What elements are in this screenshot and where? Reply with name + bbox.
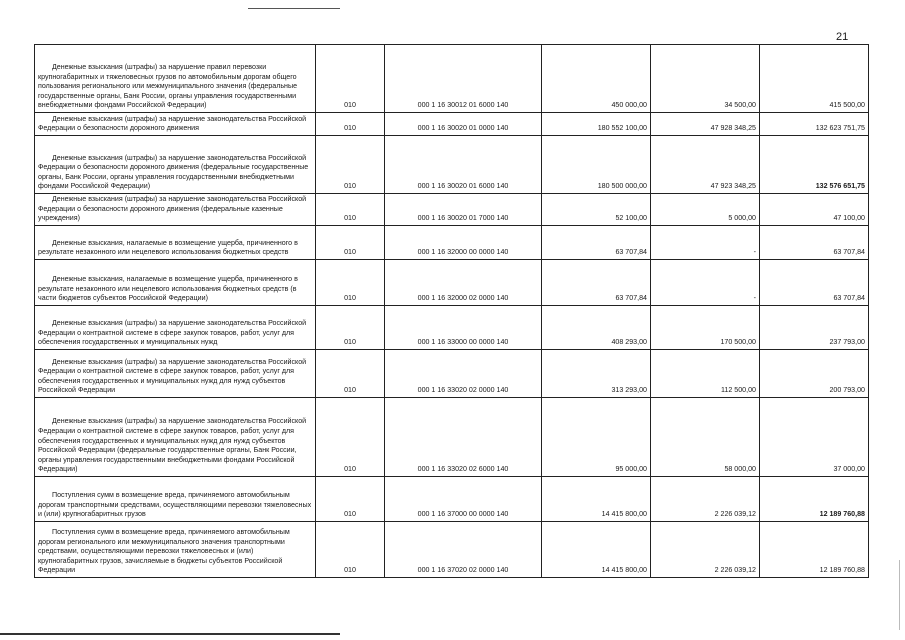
table-row — [35, 350, 869, 398]
row-unexecuted-cell: 63 707,84 — [760, 226, 869, 260]
table-row — [35, 136, 869, 194]
row-code-cell: 010 — [316, 260, 385, 306]
row-executed-cell: 2 226 039,12 — [651, 522, 760, 578]
row-approved-cell: 63 707,84 — [542, 260, 651, 306]
row-executed-cell: 34 500,00 — [651, 45, 760, 113]
row-code-cell: 010 — [316, 226, 385, 260]
report-table-body — [35, 45, 869, 578]
row-executed-cell: 58 000,00 — [651, 398, 760, 477]
row-code-cell: 010 — [316, 113, 385, 136]
row-kbk-cell: 000 1 16 33020 02 0000 140 — [385, 350, 542, 398]
row-approved-cell: 52 100,00 — [542, 194, 651, 226]
table-row — [35, 398, 869, 477]
row-approved-cell: 450 000,00 — [542, 45, 651, 113]
row-name-cell: Денежные взыскания (штрафы) за нарушение законодательства Российской Федерации о контрактной системе в сфере закупок товаров, работ, услуг для обеспечения государственных и муниципальных нужд — [35, 306, 316, 350]
table-row — [35, 260, 869, 306]
scan-artifact-edge-right — [899, 560, 900, 630]
row-code-cell: 010 — [316, 306, 385, 350]
table-row — [35, 522, 869, 578]
row-name-cell: Денежные взыскания (штрафы) за нарушение законодательства Российской Федерации о безопасности дорожного движения (федеральные казенные учреждения) — [35, 194, 316, 226]
row-executed-cell: 112 500,00 — [651, 350, 760, 398]
row-code-cell: 010 — [316, 398, 385, 477]
row-name-cell: Денежные взыскания (штрафы) за нарушение законодательства Российской Федерации о контрактной системе в сфере закупок товаров, работ, услуг для обеспечения государственных и муниципальных нужд для нужд субъектов Российской Федерации — [35, 350, 316, 398]
row-kbk-cell: 000 1 16 30020 01 6000 140 — [385, 136, 542, 194]
row-code-cell: 010 — [316, 522, 385, 578]
table-row — [35, 306, 869, 350]
row-code-cell: 010 — [316, 136, 385, 194]
scan-artifact-line-bottom — [0, 633, 340, 635]
row-name-cell: Денежные взыскания, налагаемые в возмещение ущерба, причиненного в результате незаконного или нецелевого использования бюджетных средств (в части бюджетов субъектов Российской Федерации) — [35, 260, 316, 306]
row-approved-cell: 408 293,00 — [542, 306, 651, 350]
row-kbk-cell: 000 1 16 33000 00 0000 140 — [385, 306, 542, 350]
row-name-cell: Денежные взыскания (штрафы) за нарушение правил перевозки крупногабаритных и тяжеловесных грузов по автомобильным дорогам общего пользования регионального или межмуниципального значения (федеральные государственные органы, Банк России, органы управления государственными внебюджетными фондами Российской Федерации) — [35, 45, 316, 113]
page-number: 21 — [836, 31, 849, 43]
row-kbk-cell: 000 1 16 32000 02 0000 140 — [385, 260, 542, 306]
row-unexecuted-cell: 415 500,00 — [760, 45, 869, 113]
row-name-cell: Денежные взыскания, налагаемые в возмещение ущерба, причиненного в результате незаконного или нецелевого использования бюджетных средств — [35, 226, 316, 260]
row-unexecuted-cell: 200 793,00 — [760, 350, 869, 398]
row-kbk-cell: 000 1 16 33020 02 6000 140 — [385, 398, 542, 477]
table-row — [35, 477, 869, 522]
revenue-report-table — [34, 44, 869, 578]
row-kbk-cell: 000 1 16 32000 00 0000 140 — [385, 226, 542, 260]
row-name-cell: Поступления сумм в возмещение вреда, причиняемого автомобильным дорогам регионального или межмуниципального значения транспортными средствами, осуществляющими перевозки тяжеловесных и (или) крупногабаритных грузов, зачисляемые в бюджеты субъектов Российской Федерации — [35, 522, 316, 578]
row-approved-cell: 14 415 800,00 — [542, 477, 651, 522]
row-approved-cell: 313 293,00 — [542, 350, 651, 398]
row-executed-cell: - — [651, 260, 760, 306]
row-unexecuted-cell: 132 623 751,75 — [760, 113, 869, 136]
row-unexecuted-cell: 37 000,00 — [760, 398, 869, 477]
row-kbk-cell: 000 1 16 30020 01 7000 140 — [385, 194, 542, 226]
row-unexecuted-cell: 237 793,00 — [760, 306, 869, 350]
row-unexecuted-cell: 47 100,00 — [760, 194, 869, 226]
row-approved-cell: 180 552 100,00 — [542, 113, 651, 136]
table-row — [35, 226, 869, 260]
row-unexecuted-cell: 12 189 760,88 — [760, 477, 869, 522]
table-row — [35, 113, 869, 136]
row-name-cell: Поступления сумм в возмещение вреда, причиняемого автомобильным дорогам транспортными средствами, осуществляющими перевозки тяжеловесных и (или) крупногабаритных грузов — [35, 477, 316, 522]
row-unexecuted-cell: 63 707,84 — [760, 260, 869, 306]
row-name-cell: Денежные взыскания (штрафы) за нарушение законодательства Российской Федерации о безопасности дорожного движения — [35, 113, 316, 136]
table-row — [35, 194, 869, 226]
scan-artifact-line-top — [248, 8, 340, 9]
row-kbk-cell: 000 1 16 30012 01 6000 140 — [385, 45, 542, 113]
row-kbk-cell: 000 1 16 30020 01 0000 140 — [385, 113, 542, 136]
row-name-cell: Денежные взыскания (штрафы) за нарушение законодательства Российской Федерации о контрактной системе в сфере закупок товаров, работ, услуг для обеспечения государственных и муниципальных нужд для нужд субъектов Российской Федерации (федеральные государственные органы, Банк России, органы управления государственными внебюджетными фондами Российской Федерации) — [35, 398, 316, 477]
row-unexecuted-cell: 12 189 760,88 — [760, 522, 869, 578]
row-executed-cell: 2 226 039,12 — [651, 477, 760, 522]
row-name-cell: Денежные взыскания (штрафы) за нарушение законодательства Российской Федерации о безопасности дорожного движения (федеральные государственные органы, Банк России, органы управления государственными внебюджетными фондами Российской Федерации) — [35, 136, 316, 194]
row-approved-cell: 95 000,00 — [542, 398, 651, 477]
row-executed-cell: 5 000,00 — [651, 194, 760, 226]
row-code-cell: 010 — [316, 45, 385, 113]
row-kbk-cell: 000 1 16 37000 00 0000 140 — [385, 477, 542, 522]
table-row — [35, 45, 869, 113]
row-unexecuted-cell: 132 576 651,75 — [760, 136, 869, 194]
row-executed-cell: 47 928 348,25 — [651, 113, 760, 136]
row-code-cell: 010 — [316, 194, 385, 226]
row-code-cell: 010 — [316, 477, 385, 522]
row-approved-cell: 14 415 800,00 — [542, 522, 651, 578]
row-kbk-cell: 000 1 16 37020 02 0000 140 — [385, 522, 542, 578]
row-executed-cell: 170 500,00 — [651, 306, 760, 350]
row-executed-cell: 47 923 348,25 — [651, 136, 760, 194]
row-executed-cell: - — [651, 226, 760, 260]
row-approved-cell: 180 500 000,00 — [542, 136, 651, 194]
row-approved-cell: 63 707,84 — [542, 226, 651, 260]
row-code-cell: 010 — [316, 350, 385, 398]
